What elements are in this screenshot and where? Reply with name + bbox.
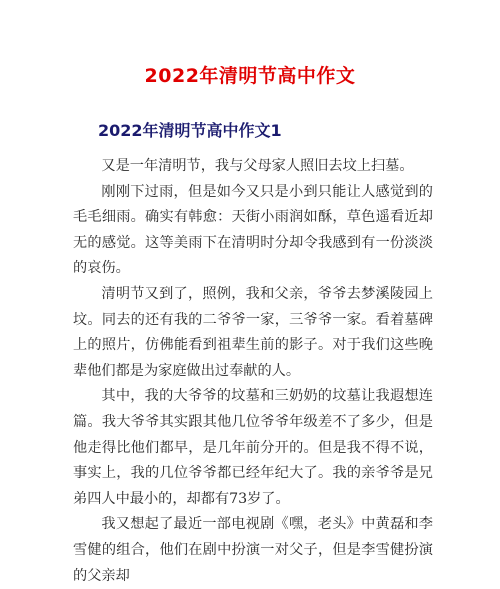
paragraph-1: 又是一年清明节，我与父母家人照旧去坟上扫墓。 xyxy=(101,158,414,174)
document-title: 2022年清明节高中作文 xyxy=(144,65,356,87)
article-body xyxy=(73,154,433,589)
paragraph-5: 我又想起了最近一部电视剧《嘿，老头》中黄磊和李雪健的组合，他们在剧中扮演一对父子，但是李雪健扮演的父亲却 xyxy=(73,516,433,584)
paragraph-3: 清明节又到了，照例，我和父亲，爷爷去梦溪陵园上坟。同去的还有我的二爷爷一家，三爷爷一家。看着墓碑上的照片，仿佛能看到祖辈生前的影子。对于我们这些晚辈他们都是为家庭做出过奉献的人。 xyxy=(73,285,433,379)
paragraph-4: 其中，我的大爷爷的坟墓和三奶奶的坟墓让我遐想连篇。我大爷爷其实跟其他几位爷爷年级差不了多少，但是他走得比他们都早，是几年前分开的。但是我不得不说，事实上，我的几位爷爷都已经年纪大了。我的亲爷爷是兄弟四人中最小的，却都有73岁了。 xyxy=(73,388,433,507)
section-heading: 2022年清明节高中作文1 xyxy=(98,121,282,140)
paragraph-2: 刚刚下过雨，但是如今又只是小到只能让人感觉到的毛毛细雨。确实有韩愈：天街小雨润如酥，草色遥看近却无的感觉。这等美雨下在清明时分却令我感到有一份淡淡的哀伤。 xyxy=(73,183,433,277)
